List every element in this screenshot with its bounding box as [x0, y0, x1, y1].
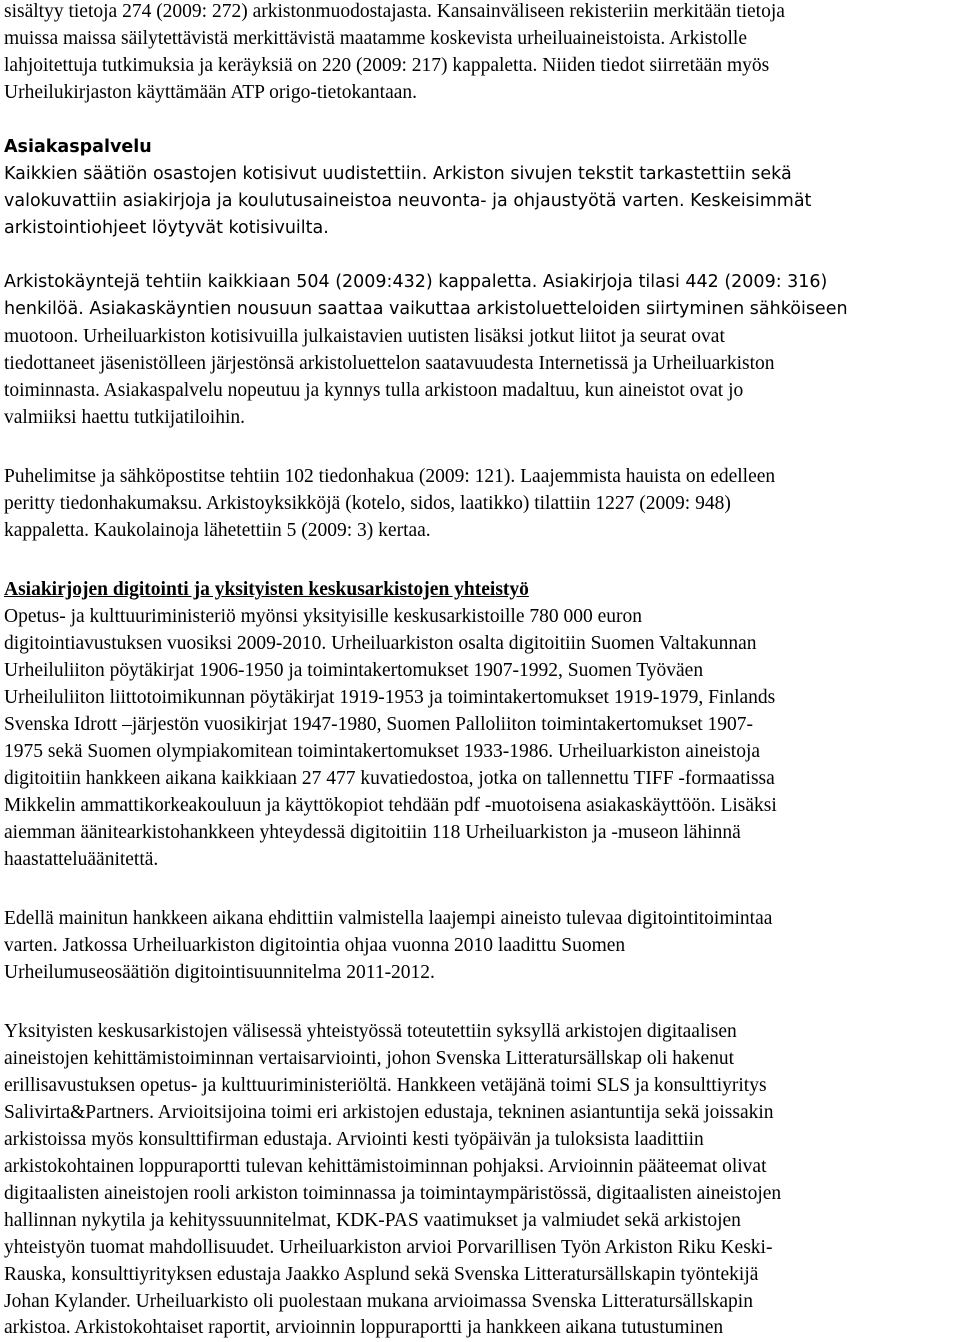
text-line: digitoitiin hankkeen aikana kaikkiaan 27 477 kuvatiedostoa, jotka on tallennettu TIFF -formaatissa: [4, 768, 775, 789]
text-line: valokuvattiin asiakirjoja ja koulutusaineistoa neuvonta- ja ohjaustyötä varten. Keskeisimmät: [4, 191, 812, 211]
text-line: muissa maissa säilytettävistä merkittävistä maatamme koskevista urheiluaineistoista. Arkistolle: [4, 28, 748, 49]
text-line: Salivirta&Partners. Arvioitsijoina toimi eri arkistojen edustaja, tekninen asiantuntija sekä joissakin: [4, 1102, 774, 1123]
text-line: arkistoissa myös konsulttifirman edustaja. Arviointi kesti työpäivän ja tuloksista laadittiin: [4, 1129, 704, 1150]
section-heading: Asiakaspalvelu: [4, 137, 152, 157]
text-line: muotoon. Urheiluarkiston kotisivuilla julkaistavien uutisten lisäksi jotkut liitot ja seurat ovat: [4, 326, 725, 347]
text-line: Urheiluliiton liittotoimikunnan pöytäkirjat 1919-1953 ja toimintakertomukset 1919-1979, Finlands: [4, 687, 776, 708]
text-line: Svenska Idrott –järjestön vuosikirjat 1947-1980, Suomen Palloliiton toimintakertomukset 1907-: [4, 714, 754, 735]
text-line: yhteistyön tuomat mahdollisuudet. Urheiluarkiston arvioi Porvarillisen Työn Arkiston Riku Keski-: [4, 1237, 773, 1258]
text-line: arkistokohtainen loppuraportti tulevan kehittämistoiminnan pohjaksi. Arvioinnin pääteemat olivat: [4, 1156, 767, 1177]
text-line: kappaletta. Kaukolainoja lähetettiin 5 (2009: 3) kertaa.: [4, 520, 431, 541]
text-line: aineistojen kehittämistoiminnan vertaisarviointi, johon Svenska Litteratursällskap oli hakenut: [4, 1048, 735, 1069]
text-line: henkilöä. Asiakaskäyntien nousuun saattaa vaikuttaa arkistoluetteloiden siirtyminen sähköiseen: [4, 299, 848, 319]
text-line: 1975 sekä Suomen olympiakomitean toimintakertomukset 1933-1986. Urheiluarkiston aineistoja: [4, 741, 761, 762]
text-line: toiminnasta. Asiakaspalvelu nopeutuu ja kynnys tulla arkistoon madaltuu, kun aineistot ovat jo: [4, 380, 744, 401]
text-line: sisältyy tietoja 274 (2009: 272) arkistonmuodostajasta. Kansainväliseen rekisteriin merkitään tietoja: [4, 1, 785, 22]
text-line: tiedottaneet jäsenistölleen järjestönsä arkistoluettelon saatavuudesta Internetissä ja Urheiluarkiston: [4, 353, 775, 374]
section-heading: Asiakirjojen digitointi ja yksityisten keskusarkistojen yhteistyö: [4, 579, 529, 600]
text-line: Urheilumuseosäätiön digitointisuunnitelma 2011-2012.: [4, 962, 435, 983]
text-line: Arkistokäyntejä tehtiin kaikkiaan 504 (2009:432) kappaletta. Asiakirjoja tilasi 442 (2009: 316): [4, 272, 828, 292]
text-line: Urheilukirjaston käyttämään ATP origo-tietokantaan.: [4, 82, 418, 103]
text-line: Yksityisten keskusarkistojen välisessä yhteistyössä toteutettiin syksyllä arkistojen digitaalisen: [4, 1021, 737, 1042]
text-line: Mikkelin ammattikorkeakouluun ja käyttökopiot tehdään pdf -muotoisena asiakaskäyttöön. Lisäksi: [4, 795, 777, 816]
text-line: varten. Jatkossa Urheiluarkiston digitointia ohjaa vuonna 2010 laadittu Suomen: [4, 935, 626, 956]
text-line: peritty tiedonhakumaksu. Arkistoyksikköjä (kotelo, sidos, laatikko) tilattiin 1227 (2009: 948): [4, 493, 731, 514]
text-line: digitaalisten aineistojen rooli arkiston toiminnassa ja toimintaympäristössä, digitaalisten aineistojen: [4, 1183, 782, 1204]
text-line: Urheiluliiton pöytäkirjat 1906-1950 ja toimintakertomukset 1907-1992, Suomen Työväen: [4, 660, 704, 681]
text-line: hallinnan nykytila ja kehityssuunnitelmat, KDK-PAS vaatimukset ja valmiudet sekä arkistojen: [4, 1210, 741, 1231]
text-line: valmiiksi haettu tutkijatiloihin.: [4, 407, 246, 428]
text-line: Rauska, konsulttiyrityksen edustaja Jaakko Asplund sekä Svenska Litteratursällskapin työntekijä: [4, 1264, 759, 1285]
text-line: Johan Kylander. Urheiluarkisto oli puolestaan mukana arvioimassa Svenska Litteratursällskapin: [4, 1291, 753, 1312]
text-line: arkistoa. Arkistokohtaiset raportit, arvioinnin loppuraportti ja hankkeen aikana tutustuminen: [4, 1317, 724, 1338]
text-line: Kaikkien säätiön osastojen kotisivut uudistettiin. Arkiston sivujen tekstit tarkastettiin sekä: [4, 164, 792, 184]
text-line: haastatteluäänitettä.: [4, 849, 159, 870]
text-line: Puhelimitse ja sähköpostitse tehtiin 102 tiedonhakua (2009: 121). Laajemmista hauista on edelleen: [4, 466, 776, 487]
text-line: digitointiavustuksen vuosiksi 2009-2010. Urheiluarkiston osalta digitoitiin Suomen Valtakunnan: [4, 633, 757, 654]
text-line: Opetus- ja kulttuuriministeriö myönsi yksityisille keskusarkistoille 780 000 euron: [4, 606, 643, 627]
text-line: erillisavustuksen opetus- ja kulttuuriministeriöltä. Hankkeen vetäjänä toimi SLS ja konsulttiyritys: [4, 1075, 767, 1096]
text-line: aiemman äänitearkistohankkeen yhteydessä digitoitiin 118 Urheiluarkiston ja -museon lähinnä: [4, 822, 741, 843]
text-line: Edellä mainitun hankkeen aikana ehdittiin valmistella laajempi aineisto tulevaa digitointitoimintaa: [4, 908, 773, 929]
text-line: lahjoitettuja tutkimuksia ja keräyksiä on 220 (2009: 217) kappaletta. Niiden tiedot siirretään myös: [4, 55, 770, 76]
text-line: arkistointiohjeet löytyvät kotisivuilta.: [4, 218, 329, 238]
